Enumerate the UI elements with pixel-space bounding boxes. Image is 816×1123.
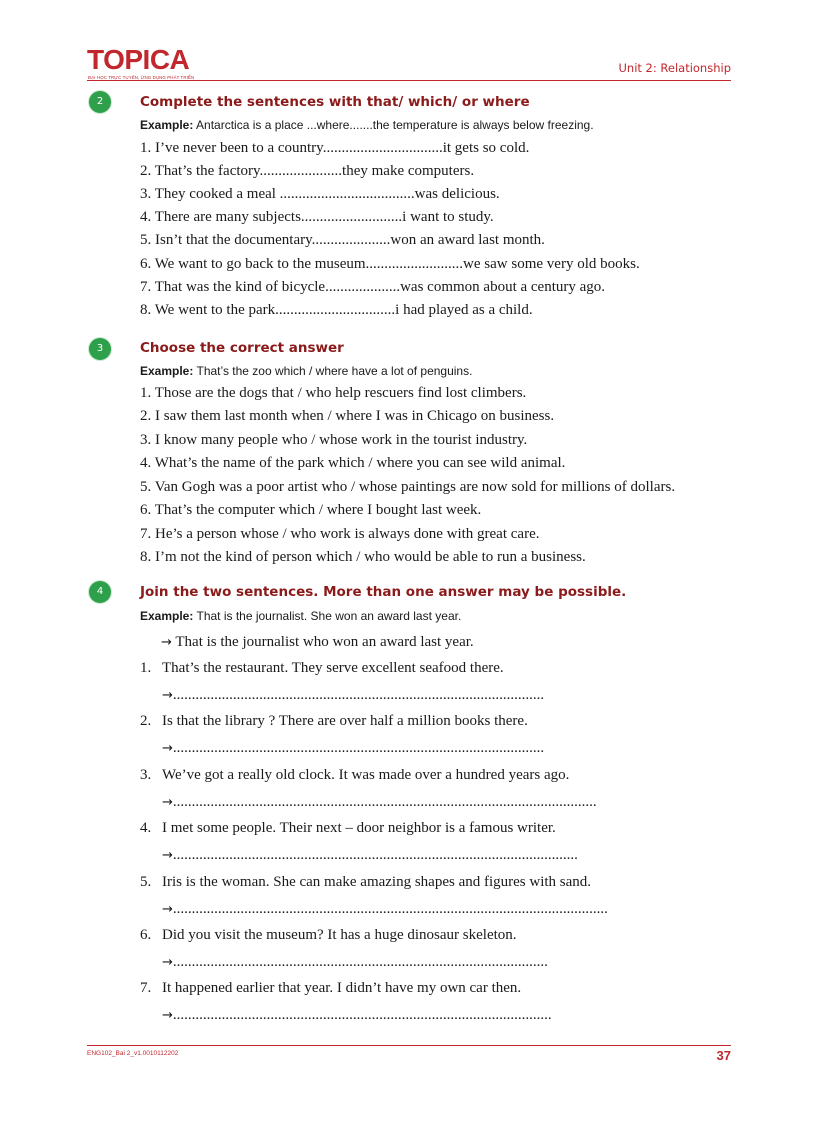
exercise-item: 4. There are many subjects...........................i want to study. — [140, 209, 494, 225]
arrow-icon: → — [162, 795, 173, 810]
item-text: Is that the library ? There are over half a million books there. — [162, 713, 528, 729]
answer-blank[interactable] — [162, 847, 578, 864]
item-text: It happened earlier that year. I didn’t have my own car then. — [162, 980, 522, 996]
arrow-icon: → — [162, 848, 173, 863]
exercise-item — [140, 927, 517, 944]
answer-dots: .................................................................................................... — [172, 954, 548, 970]
answer-blank[interactable] — [162, 794, 597, 811]
section-number-badge: 2 — [89, 91, 111, 113]
exercise-item — [140, 767, 569, 784]
exercise-item: 6. That’s the computer which / where I bought last week. — [140, 502, 482, 518]
example-answer — [161, 634, 474, 651]
item-text: Iris is the woman. She can make amazing shapes and figures with sand. — [162, 874, 592, 890]
footer-divider — [87, 1045, 731, 1046]
exercise-item: 8. We went to the park................................i had played as a child. — [140, 302, 533, 318]
example-label: Example: — [140, 609, 194, 623]
example-label: Example: — [140, 118, 194, 132]
example-text: That is the journalist. She won an award last year. — [196, 609, 462, 623]
answer-dots: ................................................................................................... — [172, 687, 545, 703]
item-number: 6. — [140, 927, 152, 943]
page-number: 37 — [716, 1048, 731, 1063]
exercise-item — [140, 980, 521, 997]
item-text: I met some people. Their next – door neighbor is a famous writer. — [162, 820, 556, 836]
item-number: 7. — [140, 980, 152, 996]
exercise-item: 5. Van Gogh was a poor artist who / whose paintings are now sold for millions of dollars. — [140, 479, 676, 495]
exercise-item: 2. That’s the factory......................they make computers. — [140, 163, 475, 179]
unit-label: Unit 2: Relationship — [618, 61, 731, 75]
exercise-item — [140, 713, 528, 730]
item-number: 4. — [140, 820, 152, 836]
answer-blank[interactable] — [162, 901, 608, 918]
example-label: Example: — [140, 364, 194, 378]
section-number-badge: 4 — [89, 581, 111, 603]
section-number-badge: 3 — [89, 338, 111, 360]
exercise-item: 8. I’m not the kind of person which / who would be able to run a business. — [140, 549, 586, 565]
page-header — [87, 40, 731, 81]
item-number: 1. — [140, 660, 152, 676]
answer-blank[interactable] — [162, 1007, 552, 1024]
exercise-item — [140, 660, 504, 677]
exercise-item: 7. That was the kind of bicycle....................was common about a century ago. — [140, 279, 606, 295]
answer-blank[interactable] — [162, 740, 544, 757]
answer-dots: ..................................................................................................... — [172, 1007, 552, 1023]
item-number: 3. — [140, 767, 152, 783]
item-text: Did you visit the museum? It has a huge dinosaur skeleton. — [162, 927, 517, 943]
answer-blank[interactable] — [162, 954, 548, 971]
exercise-item: 1. I’ve never been to a country................................it gets so cold. — [140, 140, 530, 156]
exercise-item: 4. What’s the name of the park which / where you can see wild animal. — [140, 455, 566, 471]
logo-tagline: ĐẠI HỌC TRỰC TUYẾN, ỨNG DỤNG PHÁT TRIỂN — [88, 75, 195, 80]
document-code: ENG102_Bai 2_v1.0010112202 — [87, 1050, 179, 1057]
arrow-icon: → — [162, 741, 173, 756]
answer-dots: .................................................................................................................... — [172, 901, 608, 917]
section-title: Choose the correct answer — [140, 340, 344, 356]
example-answer-text: That is the journalist who won an award last year. — [175, 634, 474, 650]
exercise-item: 7. He’s a person whose / who work is always done with great care. — [140, 526, 540, 542]
exercise-item: 6. We want to go back to the museum..........................we saw some very old books. — [140, 256, 640, 272]
example-line — [140, 118, 594, 132]
example-line — [140, 609, 461, 623]
answer-blank[interactable] — [162, 687, 544, 704]
exercise-item: 2. I saw them last month when / where I was in Chicago on business. — [140, 408, 555, 424]
answer-dots: ................................................................................................... — [172, 740, 545, 756]
answer-dots: ................................................................................................................. — [172, 794, 597, 810]
example-text: That’s the zoo which / where have a lot of penguins. — [196, 364, 473, 378]
header-divider — [87, 80, 731, 81]
item-text: We’ve got a really old clock. It was made over a hundred years ago. — [162, 767, 570, 783]
arrow-icon: → — [162, 902, 173, 917]
arrow-icon: → — [162, 1008, 173, 1023]
item-number: 2. — [140, 713, 152, 729]
item-number: 5. — [140, 874, 152, 890]
logo-wordmark: TOPICA — [87, 44, 190, 75]
arrow-icon: → — [162, 955, 173, 970]
exercise-item — [140, 820, 556, 837]
arrow-icon: → — [162, 688, 173, 703]
exercise-item — [140, 874, 591, 891]
exercise-item: 3. They cooked a meal ....................................was delicious. — [140, 186, 500, 202]
arrow-icon: → — [161, 635, 172, 650]
section-title: Join the two sentences. More than one answer may be possible. — [140, 584, 627, 600]
section-title: Complete the sentences with that/ which/ or where — [140, 94, 530, 110]
example-text: Antarctica is a place ...where.......the temperature is always below freezing. — [196, 118, 594, 132]
exercise-item: 1. Those are the dogs that / who help rescuers find lost climbers. — [140, 385, 527, 401]
exercise-item: 5. Isn’t that the documentary.....................won an award last month. — [140, 232, 545, 248]
example-line — [140, 364, 472, 378]
item-text: That’s the restaurant. They serve excellent seafood there. — [162, 660, 504, 676]
answer-dots: ............................................................................................................ — [172, 847, 578, 863]
exercise-item: 3. I know many people who / whose work in the tourist industry. — [140, 432, 528, 448]
topica-logo — [87, 46, 197, 80]
